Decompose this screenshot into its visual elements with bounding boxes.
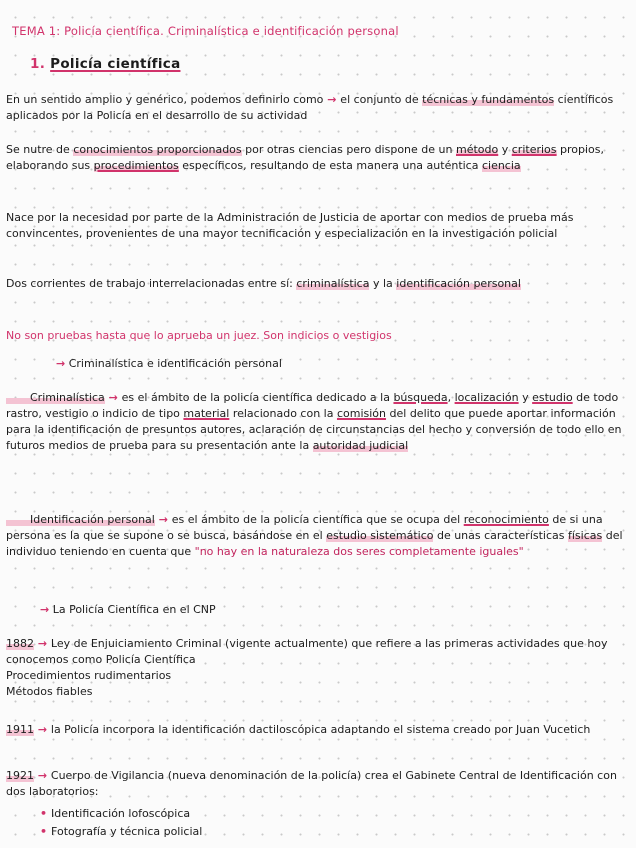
text: Juan Vucetich — [515, 723, 591, 736]
text: el conjunto de — [340, 93, 423, 106]
paragraph-1882 — [6, 636, 626, 700]
text: Dos corrientes de trabajo interrelacionadas entre sí: — [6, 277, 297, 290]
paragraph-evidence: No son pruebas hasta que lo aprueba un juez. Son indicios o vestigios — [6, 329, 392, 342]
highlight: método — [455, 143, 499, 156]
list-item-text: Fotografía y técnica policial — [51, 825, 203, 838]
text: y la — [369, 277, 397, 290]
paragraph-1921 — [6, 768, 626, 800]
underlined: estudio — [532, 391, 573, 404]
paragraph-identificacion — [6, 512, 626, 560]
list-item — [40, 806, 190, 822]
highlight: físicas — [568, 529, 603, 542]
paragraph-criminalistica — [6, 390, 626, 454]
arrow-icon: → — [323, 93, 341, 106]
text: Métodos fiables — [6, 685, 93, 698]
quote: "no hay en la naturaleza dos seres completamente iguales" — [194, 545, 524, 558]
underlined: reconocimiento — [463, 513, 549, 526]
subheading-cnp — [40, 602, 610, 618]
text: y — [518, 391, 533, 404]
text: científicos aplicados por la Policía en el desarrollo de su actividad — [6, 93, 614, 122]
text: Criminalística e identificación personal — [68, 357, 282, 370]
highlight: ciencia — [481, 159, 521, 172]
arrow-icon: → — [34, 769, 51, 782]
text: del delito que puede aportar información para la identificación de presuntos autores, aclaración de circunstancias del hecho y conversión de todo ello en futuros medios de prueba para su presentación ante la — [6, 407, 622, 452]
subheading-criminalistics — [56, 356, 616, 372]
highlight: procedimientos — [93, 159, 179, 172]
text: la Policía incorpora la identificación dactiloscópica adaptando el sistema creado por — [50, 723, 516, 736]
arrow-icon: → — [154, 513, 172, 526]
underlined: localización — [454, 391, 519, 404]
text: , — [447, 391, 455, 404]
bullet-icon: • — [40, 825, 48, 838]
text: Cuerpo de Vigilancia (nueva denominación de la policía) crea el Gabinete Central de Identificación con dos laboratorios: — [6, 769, 617, 798]
text: Ley de Enjuiciamiento Criminal (vigente actualmente) que refiere a las primeras actividades que hoy conocemos como Policía Científica — [6, 637, 608, 666]
paragraph-method — [6, 142, 626, 174]
highlight: autoridad judicial — [312, 439, 409, 452]
highlight: Criminalística — [6, 391, 105, 404]
highlight: estudio sistemático — [326, 529, 434, 542]
year-label: 1911 — [6, 723, 34, 736]
text: es el ámbito de la policía científica que se ocupa del — [171, 513, 464, 526]
arrow-icon: → — [104, 391, 122, 404]
arrow-icon: → — [40, 603, 50, 616]
section-label: Policía científica — [50, 56, 181, 72]
year-label: 1882 — [6, 637, 34, 650]
highlight: criminalística — [296, 277, 370, 290]
text: y — [498, 143, 512, 156]
text: relacionado con la — [229, 407, 337, 420]
text: de todo rastro, vestigio o indicio de tipo — [6, 391, 619, 420]
text: La Policía Científica en el CNP — [52, 603, 216, 616]
section-heading — [30, 56, 180, 72]
paragraph-definition — [6, 92, 626, 124]
text: de unas características — [433, 529, 568, 542]
highlight: criterios — [511, 143, 557, 156]
highlight: identificación personal — [396, 277, 521, 290]
arrow-icon: → — [34, 723, 51, 736]
underlined: material — [183, 407, 230, 420]
text: del individuo teniendo en cuenta que — [6, 529, 623, 558]
underlined: comisión — [336, 407, 387, 420]
arrow-icon: → — [34, 637, 51, 650]
text: específicos, resultando de esta manera una auténtica — [178, 159, 482, 172]
text: de si una persona es la que se supone o se busca, basándose en el — [6, 513, 603, 542]
text: por otras ciencias pero dispone de un — [241, 143, 456, 156]
underlined: búsqueda — [393, 391, 448, 404]
paragraph-currents — [6, 276, 626, 292]
text: Se nutre de — [6, 143, 74, 156]
arrow-icon: → — [56, 357, 66, 370]
bullet-icon: • — [40, 807, 48, 820]
highlight: conocimientos proporcionados — [73, 143, 242, 156]
text: es el ámbito de la policía científica dedicado a la — [121, 391, 394, 404]
text: Procedimientos rudimentarios — [6, 669, 172, 682]
highlight: técnicas y fundamentos — [422, 93, 555, 106]
list-item — [40, 824, 202, 840]
text: propios, elaborando sus — [6, 143, 604, 172]
section-number: 1. — [30, 56, 46, 72]
highlight: Identificación personal — [6, 513, 155, 526]
paragraph-1911 — [6, 722, 626, 738]
page-title: TEMA 1: Policía científica. Criminalística e identificación personal — [12, 24, 399, 38]
list-item-text: Identificación lofoscópica — [51, 807, 191, 820]
year-label: 1921 — [6, 769, 34, 782]
text: En un sentido amplio y genérico, podemos definirlo como — [6, 93, 324, 106]
paragraph-origin: Nace por la necesidad por parte de la Administración de Justicia de aportar con medios de prueba más convincentes, provenientes de una mayor tecnificación y especialización en la investigación policial — [6, 211, 574, 240]
